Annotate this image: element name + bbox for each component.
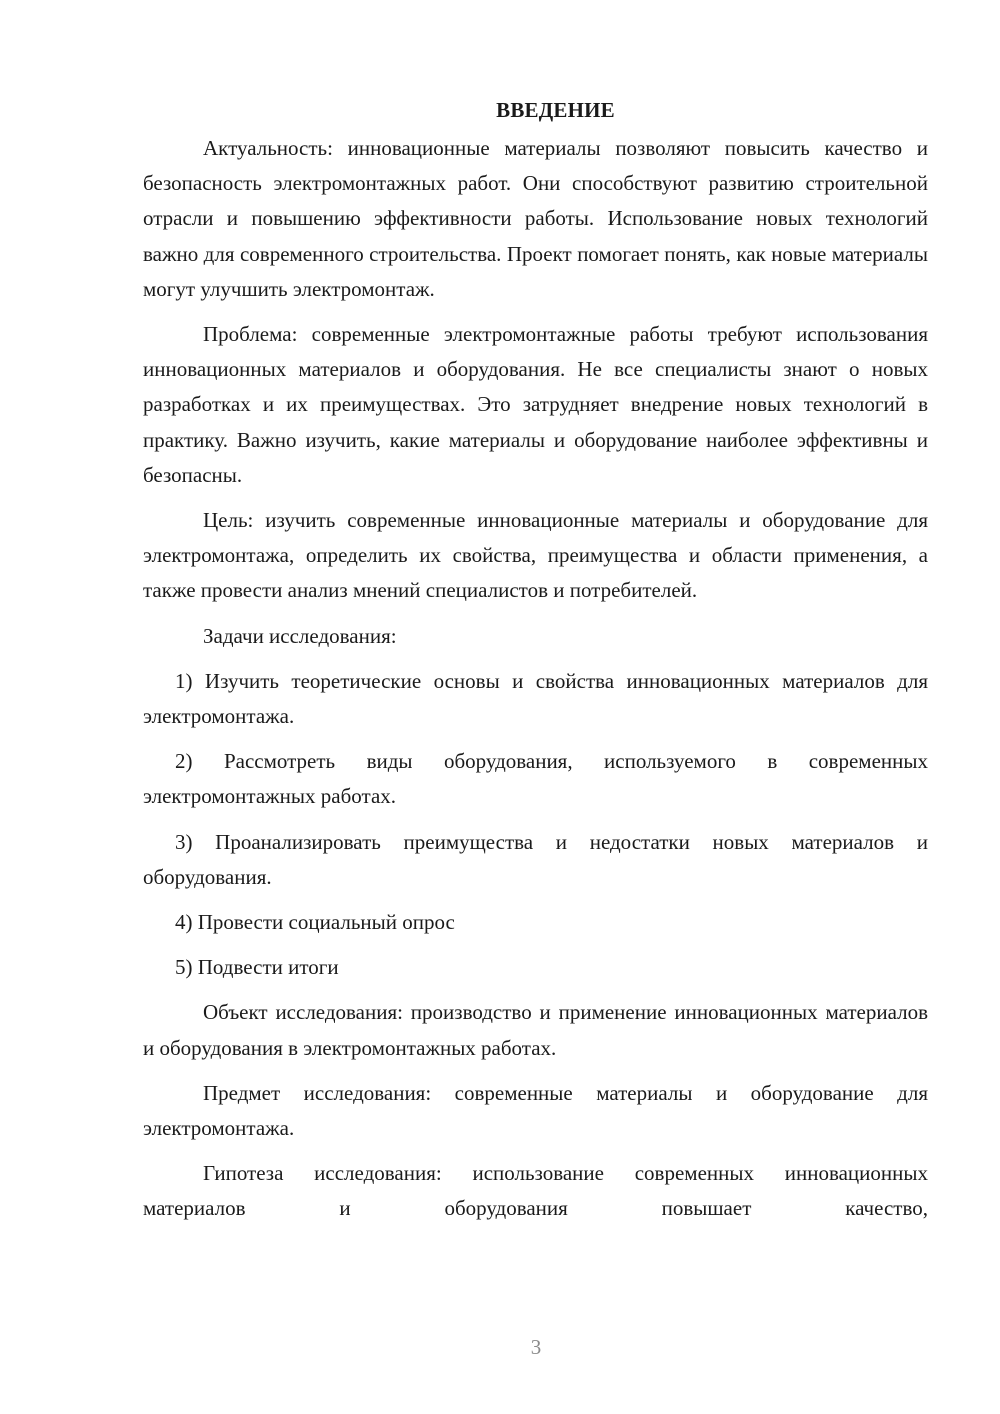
task-item-3: 3) Проанализировать преимущества и недостатки новых материалов и оборудования. [143, 829, 928, 889]
paragraph-object: Объект исследования: производство и применение инновационных материалов и оборудования в электромонтажных работах. [143, 1000, 928, 1060]
section-title: ВВЕДЕНИЕ [496, 98, 615, 122]
page-number: 3 [530, 1335, 542, 1359]
paragraph-subject: Предмет исследования: современные материалы и оборудование для электромонтажа. [143, 1080, 928, 1141]
task-item-2: 2) Рассмотреть виды оборудования, используемого в современных электромонтажных работах. [143, 749, 928, 809]
task-item-4: 4) Провести социальный опрос [175, 910, 455, 935]
paragraph-goal: Цель: изучить современные инновационные материалы и оборудование для электромонтажа, определить их свойства, преимущества и области применения, а также провести анализ мнений специалистов и потребителей. [143, 508, 928, 603]
task-item-1: 1) Изучить теоретические основы и свойства инновационных материалов для электромонтажа. [143, 668, 928, 729]
task-item-5: 5) Подвести итоги [175, 955, 339, 980]
paragraph-hypothesis: Гипотеза исследования: использование современных инновационных материалов и оборудования повышает качество, [143, 1161, 928, 1221]
paragraph-problem: Проблема: современные электромонтажные работы требуют использования инновационных материалов и оборудования. Не все специалисты знают о новых разработках и их преимуществах. Это затрудняет внедрение новых технологий в практику. Важно изучить, какие материалы и оборудование наиболее эффективны и безопасны. [143, 322, 928, 487]
tasks-heading: Задачи исследования: [203, 623, 397, 648]
page-content [143, 93, 928, 1237]
paragraph-relevance: Актуальность: инновационные материалы позволяют повысить качество и безопасность электромонтажных работ. Они способствуют развитию строительной отрасли и повышению эффективности работы. Использование новых технологий важно для современного строительства. Проект помогает понять, как новые материалы могут улучшить электромонтаж. [143, 136, 928, 301]
